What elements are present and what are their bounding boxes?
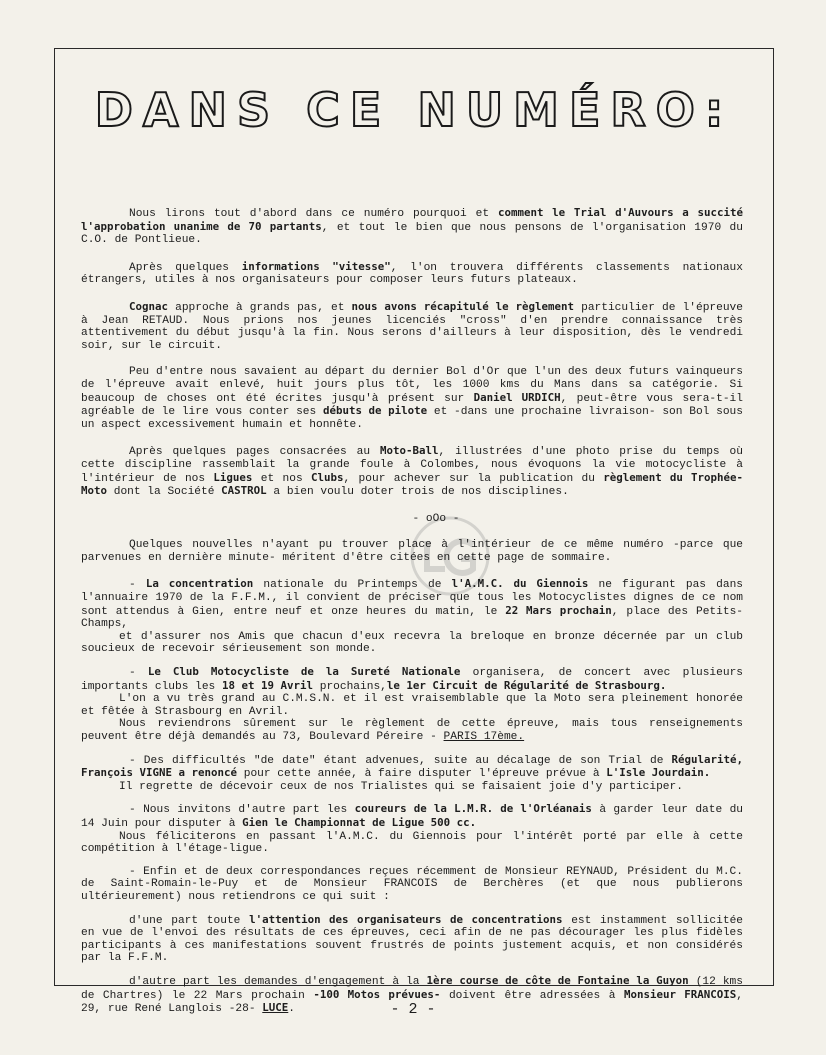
paragraph-9: - Des difficultés "de date" étant advenues, suite au décalage de son Trial de Régularité, François VIGNE a renoncé pour cette année, à faire disputer l'épreuve prévue à L'Isle Jourdain. Il regrette de décevoir ceux de nos Trialistes qui se faisaient joie d'y participer. — [81, 752, 743, 793]
article-body — [81, 207, 743, 1026]
paragraph-7: - La concentration nationale du Printemps de l'A.M.C. du Giennois ne figurant pas dans l'annuaire 1970 de la F.F.M., il convient de préciser que tous les Motocyclistes dignes de ce nom sont attendus à Gien, entre neuf et onze heures du matin, le 22 Mars prochain, place des Petits-Champs, et d'assurer nos Amis que chacun d'eux recevra la breloque en bronze décernée par un club soucieux de recevoir sérieusement son monde. — [81, 577, 743, 656]
paragraph-4: Peu d'entre nous savaient au départ du dernier Bol d'Or que l'un des deux futurs vainqueurs de l'épreuve avait enlevé, huit jours plus tôt, les 1000 kms du Mans dans sa catégorie. Si beaucoup de choses ont été écrites jusqu'à présent sur Daniel URDICH, peut-être vous sera-t-il agréable de le lire vous conter ses débuts de pilote et -dans une prochaine livraison- son Bol sous un aspect excessivement humain et honnête. — [81, 366, 743, 431]
paragraph-10: - Nous invitons d'autre part les coureurs de la L.M.R. de l'Orléanais à garder leur date du 14 Juin pour disputer à Gien le Championnat de Ligue 500 cc. Nous féliciterons en passant l'A.M.C. du Giennois pour l'intérêt porté par elle à cette compétition à l'étage-ligue. — [81, 802, 744, 856]
paragraph-11: - Enfin et de deux correspondances reçues récemment de Monsieur REYNAUD, Président du M.C. de Saint-Romain-le-Puy et de Monsieur FRANCOIS de Berchères (et que nous publierons ultérieurement) nous retiendrons ce qui suit : — [81, 865, 743, 903]
paragraph-5: Après quelques pages consacrées au Moto-Ball, illustrées d'une photo prise du temps où cette discipline rassemblait la grande foule à Colombes, nous évoquons la vie motocycliste à l'intérieur de nos Ligues et nos Clubs, pour achever sur la publication du règlement du Trophée-Moto dont la Société CASTROL a bien voulu doter trois de nos disciplines. — [81, 444, 743, 499]
paragraph-8: - Le Club Motocycliste de la Sureté Nationale organisera, de concert avec plusieurs importants clubs les 18 et 19 Avril prochains,le 1er Circuit de Régularité de Strasbourg. L'on a vu très grand au C.M.S.N. et il est vraisemblable que la Moto sera pleinement honorée et fêtée à Strasbourg en Avril. Nous reviendrons sûrement sur le règlement de cette épreuve, mais tous renseignements peuvent être déjà demandés au 73, Boulevard Péreire - PARIS 17ème. — [81, 665, 743, 743]
paragraph-13: d'autre part les demandes d'engagement à la 1ère course de côte de Fontaine la Guyon (12 kms de Chartres) le 22 Mars prochain -100 Motos prévues- doivent être adressées à Monsieur FRANCOIS, 29, rue René Langlois -28- LUCE. — [81, 973, 743, 1016]
paragraph-12: d'une part toute l'attention des organisateurs de concentrations est instamment sollicitée en vue de l'envoi des résultats de ces épreuves, ceci afin de ne pas décourager les plus fidèles participants à ces manifestations souvent frustrés de points justement acquis, et non considérés par la F.F.M. — [81, 912, 744, 965]
page-frame — [54, 48, 774, 1016]
paragraph-1: Nous lirons tout d'abord dans ce numéro pourquoi et comment le Trial d'Auvours a succité l'approbation unanime de 70 partants, et tout le bien que nous pensons de l'organisation 1970 du C.O. de Pontlieue. — [81, 206, 744, 247]
page-title: DANS CE NUMÉRO: — [94, 83, 734, 137]
paragraph-6: Quelques nouvelles n'ayant pu trouver place à l'intérieur de ce même numéro -parce que parvenues en dernière minute- méritent d'être citées en cette page de sommaire. — [81, 539, 743, 564]
title-block — [55, 83, 773, 137]
paragraph-3: Cognac approche à grands pas, et nous avons récapitulé le règlement particulier de l'épreuve à Jean RETAUD. Nous prions nos jeunes licenciés "cross" d'en prendre connaissance très attentivement du début jusqu'à la fin. Nous serons d'ailleurs à leur disposition, dès le vendredi soir, sur le circuit. — [81, 299, 743, 352]
page-number: - 2 - — [390, 1001, 436, 1018]
paragraph-2: Après quelques informations "vitesse", l'on trouvera différents classements nationaux étrangers, utiles à nos organisateurs pour composer leurs futurs plateaux. — [81, 259, 743, 287]
section-separator: - oOo - — [412, 512, 460, 525]
